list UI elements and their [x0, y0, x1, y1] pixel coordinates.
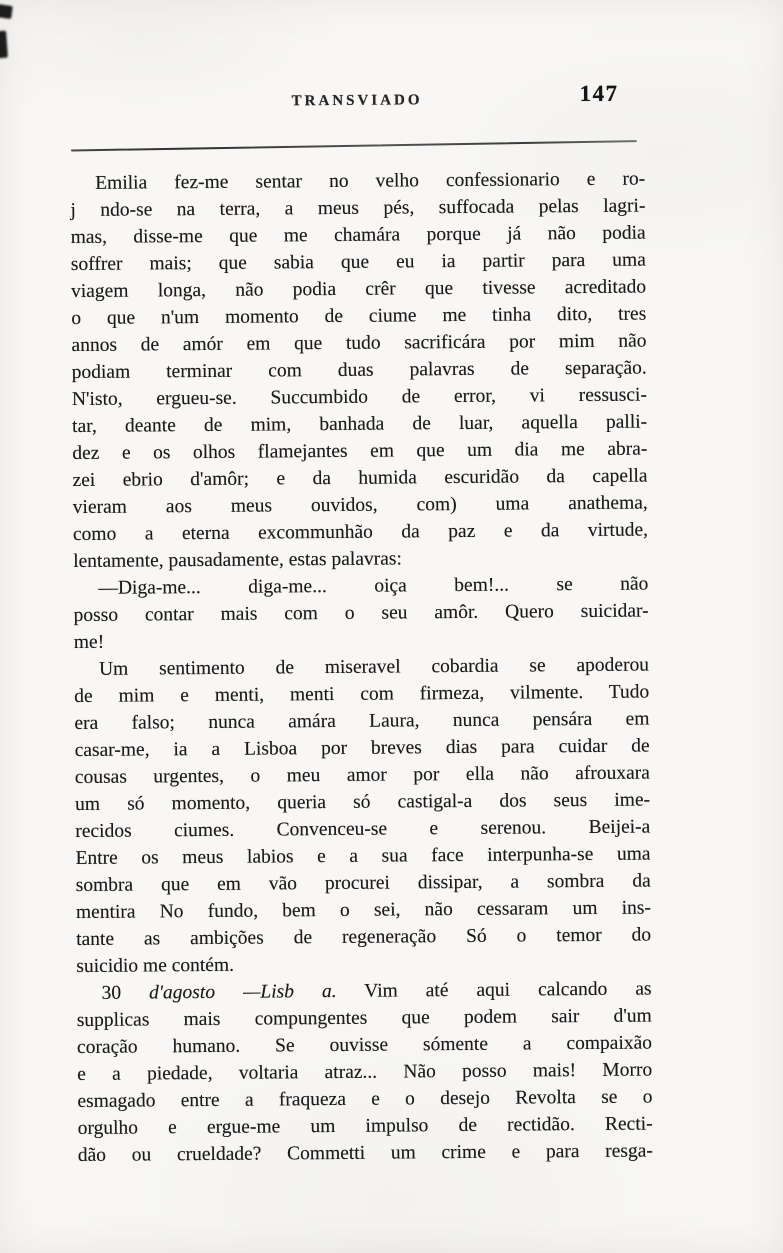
- text-line: tar, deante de mim, banhada de luar, aquella palli-: [72, 411, 648, 438]
- diary-date-prefix: 30: [101, 982, 150, 1004]
- text-line: lentamente, pausadamente, estas palavras:: [73, 548, 402, 573]
- text-line: vieram aos meus ouvidos, com) uma anathema,: [72, 492, 648, 519]
- text-line: mas, disse-me que me chamára porque já não podia: [70, 222, 646, 249]
- text-line: como a eterna excommunhão da paz e da virtude,: [72, 519, 649, 546]
- text-line: soffrer mais; que sabia que eu ia partir para uma: [70, 249, 646, 276]
- text-line: podiam terminar com duas palavras de separação.: [71, 357, 647, 384]
- text-line: posso contar mais com o seu amôr. Quero suicidar-: [73, 600, 649, 627]
- text-line: dez e os olhos flamejantes em que um dia me abra-: [72, 438, 648, 465]
- page-body-text: [70, 166, 653, 1169]
- diary-date-rest: Vim até aqui calcando as: [336, 978, 652, 1002]
- text-line: —Diga-me... diga-me... oiça bem!... se não: [98, 573, 649, 599]
- text-line: tante as ambições de regeneração Só o temor do: [76, 924, 652, 951]
- text-line: me!: [73, 631, 105, 654]
- text-line: mentira No fundo, bem o sei, não cessaram um ins-: [75, 897, 652, 924]
- text-line: o que n'um momento de ciume me tinha dito, tres: [71, 303, 647, 330]
- text-line: esmagado entre a fraqueza e o desejo Revolta se o: [77, 1086, 653, 1113]
- text-line: de mim e menti, menti com firmeza, vilmente. Tudo: [74, 681, 650, 708]
- text-line: j ndo-se na terra, a meus pés, suffocada pelas lagri-: [70, 195, 646, 222]
- text-line: suicidio me contém.: [76, 954, 235, 978]
- page-content: [69, 80, 653, 1210]
- text-line: cousas urgentes, o meu amor por ella não afrouxara: [74, 762, 650, 789]
- text-line: e a piedade, voltaria atraz... Não posso mais! Morro: [77, 1059, 653, 1086]
- scan-edge-artifact: [0, 31, 8, 59]
- text-line: Entre os meus labios e a sua face interpunha-se uma: [75, 843, 651, 870]
- text-line: coração humano. Se ouvisse sómente a compaixão: [76, 1032, 653, 1059]
- diary-date-italic: d'agosto —Lisb a.: [149, 980, 337, 1004]
- text-line: orgulho e ergue-me um impulso de rectidão. Recti-: [77, 1113, 653, 1140]
- running-title: TRANSVIADO: [291, 92, 423, 110]
- text-line: dão ou crueldade? Commetti um crime e para resga-: [77, 1140, 653, 1167]
- text-line: era falso; nunca amára Laura, nunca pensára em: [74, 708, 650, 735]
- text-line: viagem longa, não podia crêr que tivesse acreditado: [70, 276, 647, 303]
- text-line: Um sentimento de miseravel cobardia se apoderou: [98, 654, 650, 680]
- text-line: sombra que em vão procurei dissipar, a sombra da: [75, 870, 651, 897]
- page-number: 147: [579, 80, 619, 107]
- text-line: recidos ciumes. Convenceu-se e serenou. Beijei-a: [75, 816, 651, 843]
- text-line: casar-me, ia a Lisboa por breves dias para cuidar de: [74, 735, 650, 762]
- text-line: N'isto, ergueu-se. Succumbido de error, vi ressusci-: [71, 384, 647, 411]
- text-line: annos de amór em que tudo sacrificára por mim não: [71, 330, 647, 357]
- text-line: um só momento, queria só castigal-a dos seus ime-: [75, 789, 651, 816]
- text-line: Emilia fez-me sentar no velho confessionario e ro-: [95, 168, 646, 194]
- text-line: zei ebrio d'amôr; e da humida escuridão da capella: [72, 465, 648, 492]
- text-line: supplicas mais compungentes que podem sair d'um: [76, 1005, 652, 1032]
- scan-edge-artifact: [0, 4, 13, 19]
- header-rule: [71, 140, 637, 151]
